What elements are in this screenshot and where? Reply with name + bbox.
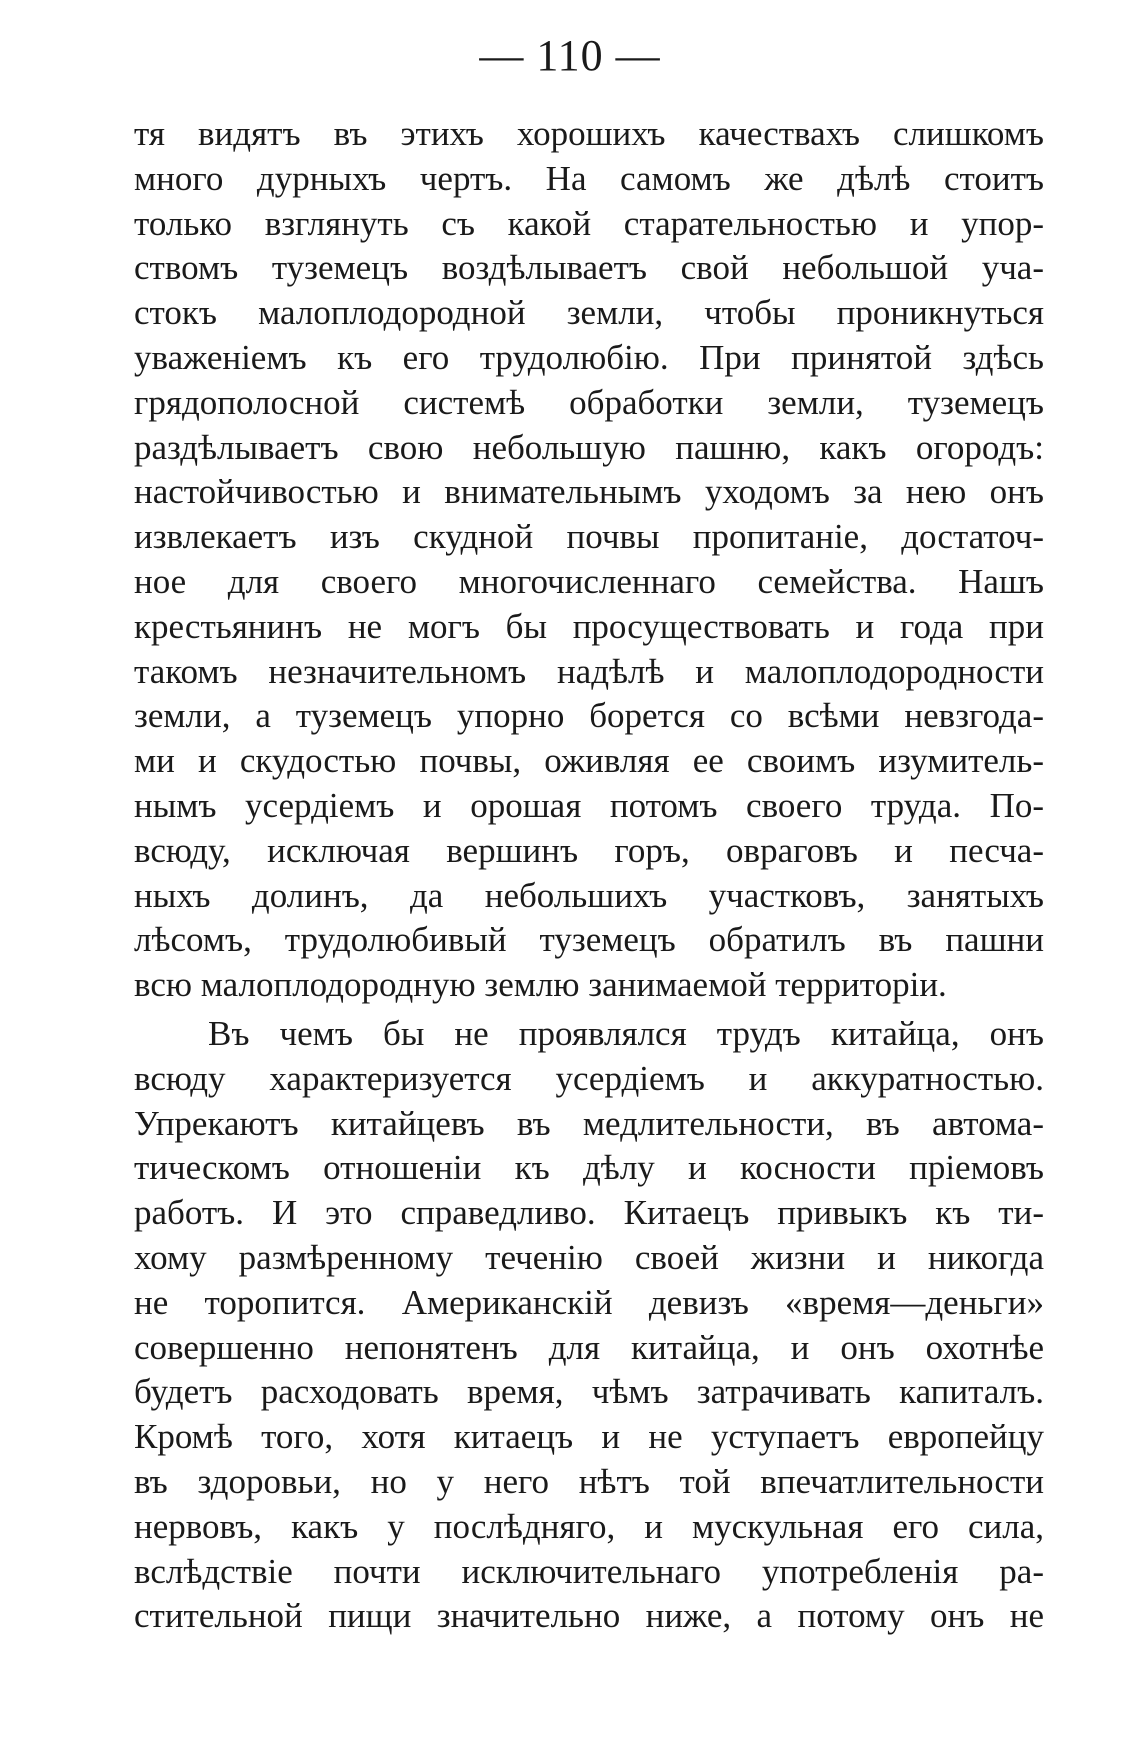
text-line: лѣсомъ, трудолюбивый туземецъ обратилъ въ пашни: [134, 920, 1044, 960]
text-line: стительной пищи значительно ниже, а потому онъ не: [134, 1596, 1044, 1636]
text-line: Кромѣ того, хотя китаецъ и не уступаетъ европейцу: [134, 1417, 1044, 1457]
text-line: совершенно непонятенъ для китайца, и онъ охотнѣе: [134, 1327, 1044, 1367]
text-line: только взглянуть съ какой старательностью и упор-: [134, 203, 1044, 243]
text-line: всюду характеризуется усердіемъ и аккуратностью.: [134, 1058, 1044, 1098]
text-line: ствомъ туземецъ воздѣлываетъ свой небольшой уча-: [134, 248, 1044, 288]
page-number: — 110 —: [479, 31, 661, 80]
text-line: ми и скудостью почвы, оживляя ее своимъ изумитель-: [134, 741, 1044, 781]
paragraph-2: [134, 1012, 1044, 1639]
text-line: въ здоровьи, но у него нѣтъ той впечатлительности: [134, 1461, 1044, 1501]
text-line: нымъ усердіемъ и орошая потомъ своего труда. По-: [134, 785, 1044, 825]
text-line: всю малоплодородную землю занимаемой территоріи.: [134, 965, 947, 1005]
text-line: такомъ незначительномъ надѣлѣ и малоплодородности: [134, 651, 1044, 691]
text-line: извлекаетъ изъ скудной почвы пропитаніе, достаточ-: [134, 517, 1044, 557]
paragraph-1: [134, 112, 1044, 1008]
text-line: крестьянинъ не могъ бы просуществовать и года при: [134, 606, 1044, 646]
text-line: всюду, исключая вершинъ горъ, овраговъ и песча-: [134, 830, 1044, 870]
text-line: ныхъ долинъ, да небольшихъ участковъ, занятыхъ: [134, 875, 1044, 915]
text-line: не торопится. Американскій девизъ «время—деньги»: [134, 1282, 1044, 1322]
text-line: хому размѣренному теченію своей жизни и никогда: [134, 1237, 1044, 1277]
text-line: вслѣдствіе почти исключительнаго употребленія ра-: [134, 1551, 1044, 1591]
text-line: ное для своего многочисленнаго семейства. Нашъ: [134, 561, 1044, 601]
text-line: Въ чемъ бы не проявлялся трудъ китайца, онъ: [208, 1014, 1044, 1053]
text-line: работъ. И это справедливо. Китаецъ привыкъ къ ти-: [134, 1193, 1044, 1233]
text-line: тя видятъ въ этихъ хорошихъ качествахъ слишкомъ: [134, 114, 1044, 153]
text-line: грядополосной системѣ обработки земли, туземецъ: [134, 382, 1044, 422]
text-line: Упрекаютъ китайцевъ въ медлительности, въ автома-: [134, 1103, 1044, 1143]
text-line: много дурныхъ чертъ. На самомъ же дѣлѣ стоитъ: [134, 158, 1044, 198]
text-line: стокъ малоплодородной земли, чтобы проникнуться: [134, 293, 1044, 333]
text-line: нервовъ, какъ у послѣдняго, и мускульная его сила,: [134, 1506, 1044, 1546]
text-line: тическомъ отношеніи къ дѣлу и косности пріемовъ: [134, 1148, 1044, 1188]
text-line: уваженіемъ къ его трудолюбію. При принятой здѣсь: [134, 337, 1044, 377]
text-line: настойчивостью и внимательнымъ уходомъ за нею онъ: [134, 472, 1044, 512]
text-line: раздѣлываетъ свою небольшую пашню, какъ огородъ:: [134, 427, 1044, 467]
text-line: земли, а туземецъ упорно борется со всѣми невзгода-: [134, 696, 1044, 736]
text-line: будетъ расходовать время, чѣмъ затрачивать капиталъ.: [134, 1372, 1044, 1412]
